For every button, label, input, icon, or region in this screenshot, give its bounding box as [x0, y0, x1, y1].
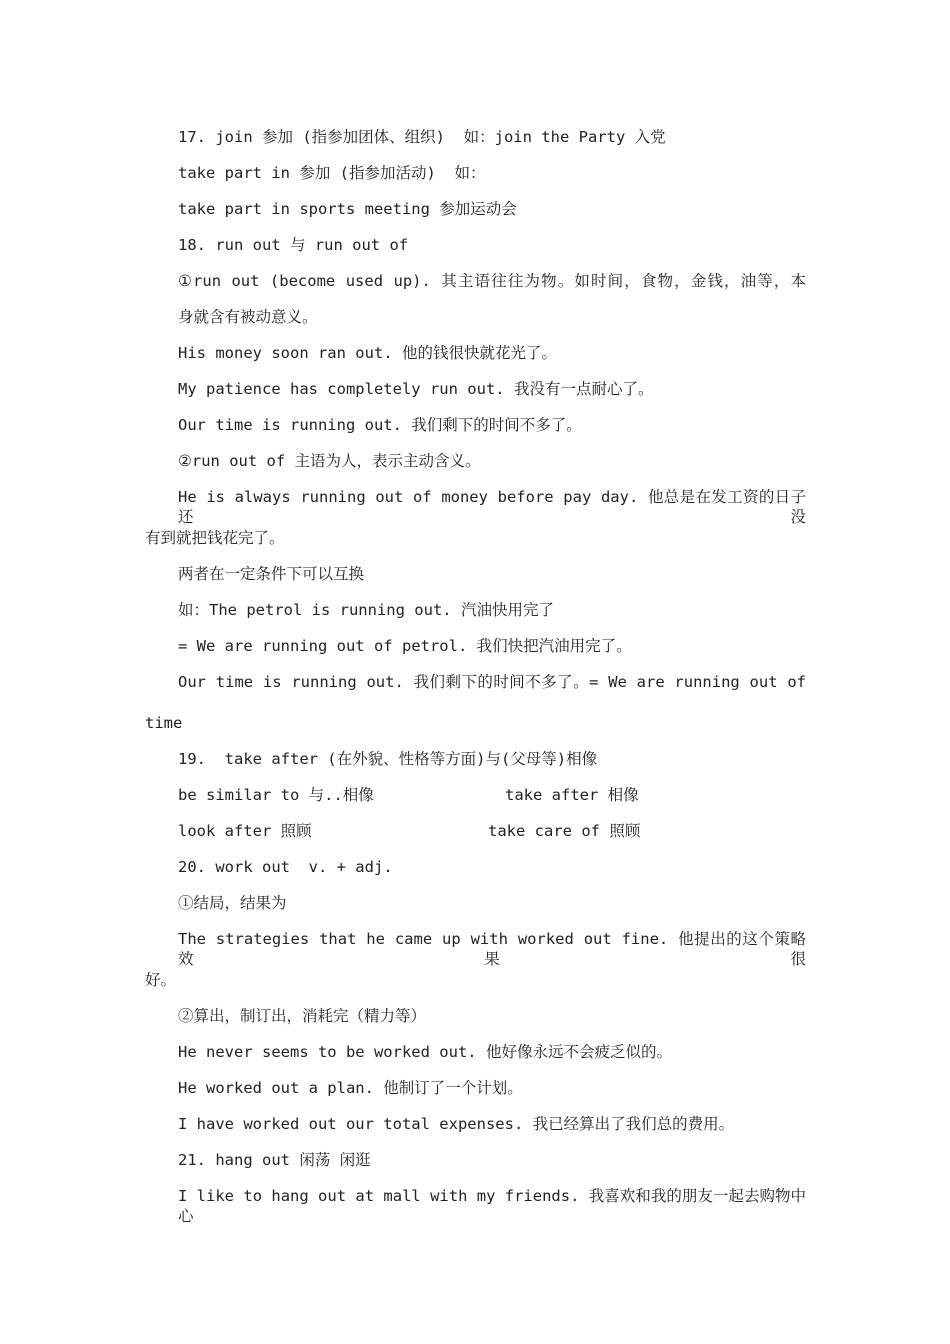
item-20-heading: 20. work out v. + adj.: [178, 858, 393, 876]
text-line: 两者在一定条件下可以互换: [178, 565, 365, 583]
example-line: He worked out a plan. 他制订了一个计划。: [178, 1079, 523, 1097]
example-line: My patience has completely run out. 我没有一点耐心了。: [178, 380, 654, 398]
item-19-heading: 19. take after (在外貌、性格等方面)与(父母等)相像: [178, 750, 598, 768]
example-line: His money soon ran out. 他的钱很快就花光了。: [178, 344, 557, 362]
phrase-left: look after 照顾: [178, 822, 312, 840]
example-line: I have worked out our total expenses. 我已经算出了我们总的费用。: [178, 1115, 735, 1133]
example-line: Our time is running out. 我们剩下的时间不多了。: [178, 416, 582, 434]
example-line: He never seems to be worked out. 他好像永远不会疲乏似的。: [178, 1043, 672, 1061]
text-line: 身就含有被动意义。: [178, 308, 318, 326]
text-line: 有到就把钱花完了。: [145, 529, 285, 547]
item-21-heading: 21. hang out 闲荡 闲逛: [178, 1151, 371, 1169]
phrase-left: be similar to 与..相像: [178, 786, 374, 804]
text-line: take part in 参加 (指参加活动) 如：: [178, 164, 486, 182]
text-line: ①结局，结果为: [178, 894, 287, 912]
text-line: 好。: [145, 971, 177, 989]
text-line: ②算出，制订出，消耗完（精力等）: [178, 1007, 427, 1025]
text-line: ②run out of 主语为人，表示主动含义。: [178, 452, 481, 470]
text-line: take part in sports meeting 参加运动会: [178, 200, 517, 218]
example-line: Our time is running out. 我们剩下的时间不多了。= We are running out of: [178, 673, 806, 691]
example-line: 如：The petrol is running out. 汽油快用完了: [178, 601, 554, 619]
example-line: The strategies that he came up with worked out fine. 他提出的这个策略效果很: [178, 930, 806, 968]
item-17-heading: 17. join 参加 (指参加团体、组织) 如：join the Party 入党: [178, 128, 666, 146]
example-line: = We are running out of petrol. 我们快把汽油用完了。: [178, 637, 632, 655]
phrase-right: take care of 照顾: [488, 822, 641, 840]
item-18-heading: 18. run out 与 run out of: [178, 236, 409, 254]
example-line: He is always running out of money before pay day. 他总是在发工资的日子还没: [178, 488, 806, 526]
example-line: I like to hang out at mall with my friends. 我喜欢和我的朋友一起去购物中心: [178, 1187, 806, 1225]
text-line: time: [145, 714, 183, 732]
text-line: ①run out (become used up). 其主语往往为物。如时间，食物，金钱，油等，本: [178, 272, 806, 290]
phrase-right: take after 相像: [505, 786, 639, 804]
